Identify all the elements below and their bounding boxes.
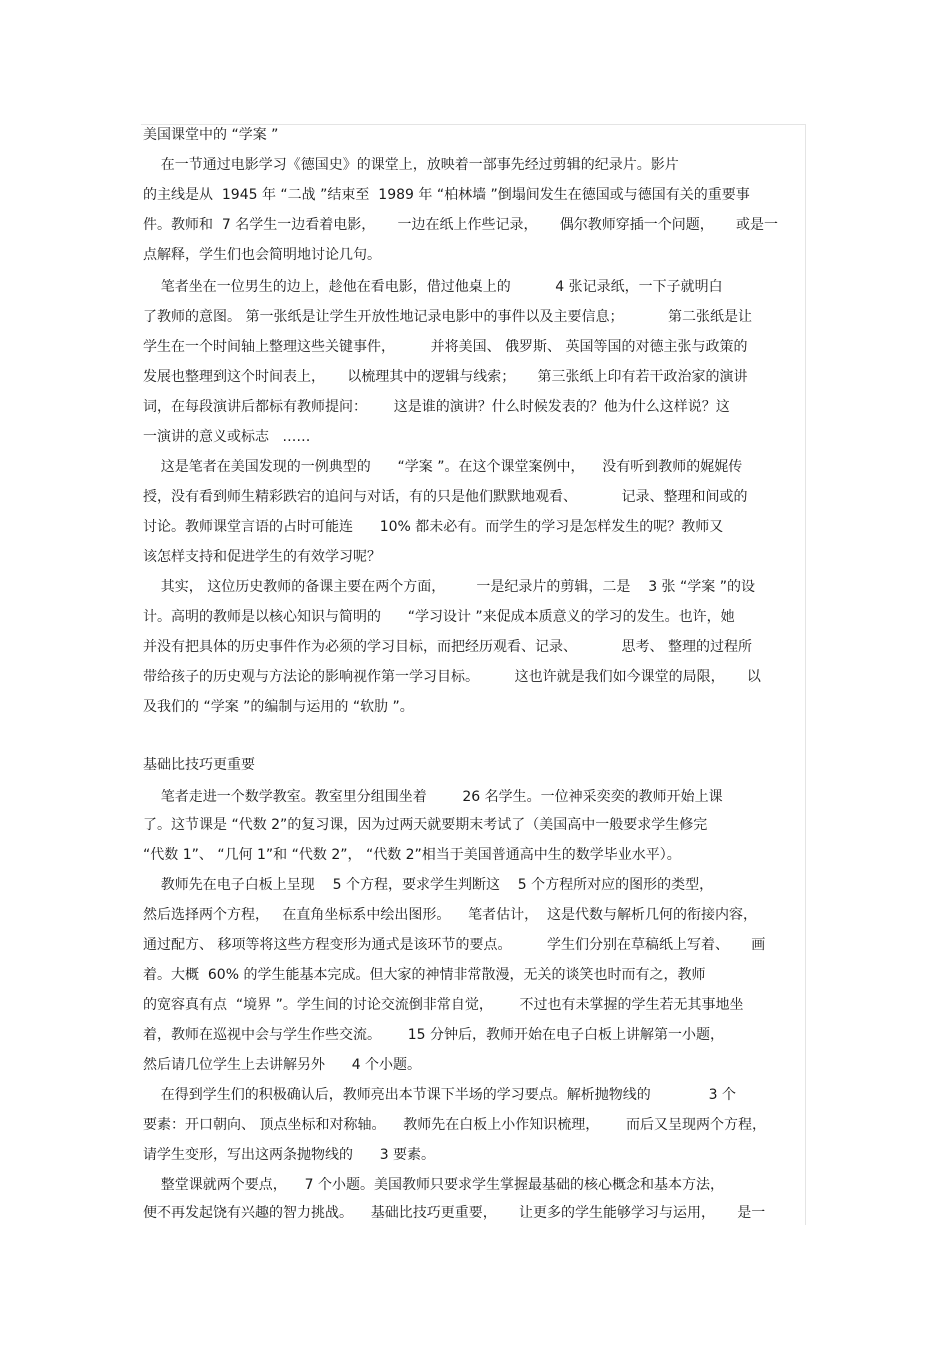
paragraph-line: 计。高明的教师是以核心知识与简明的 “学习设计 ”来促成本质意义的学习的发生。也许，她 [143,609,735,625]
paragraph-line: 笔者坐在一位男生的边上，趁他在看电影，借过他桌上的 4 张记录纸，一下子就明白 [143,279,723,295]
paragraph-line: 讨论。教师课堂言语的占时可能连 10% 都未必有。而学生的学习是怎样发生的呢？教师又 [143,519,724,535]
paragraph-line: 着，教师在巡视中会与学生作些交流。 15 分钟后，教师开始在电子白板上讲解第一小题， [143,1027,724,1043]
paragraph-line: 其实， 这位历史教师的备课主要在两个方面， 一是纪录片的剪辑，二是 3 张 “学案 ”的设 [143,579,755,595]
paragraph-line: 要素：开口朝向、 顶点坐标和对称轴。 教师先在白板上小作知识梳理， 而后又呈现两个方程， [143,1117,766,1133]
paragraph-line: 一演讲的意义或标志 …… [143,429,311,445]
paragraph-line: “代数 1”、 “几何 1”和 “代数 2”， “代数 2”相当于美国普通高中生的数学毕业水平）。 [143,847,681,863]
paragraph-line: 及我们的 “学案 ”的编制与运用的 “软肋 ”。 [143,699,414,715]
paragraph-line: 发展也整理到这个时间表上， 以梳理其中的逻辑与线索； 第三张纸上印有若干政治家的演讲 [143,369,748,385]
paragraph-line: 在得到学生们的积极确认后，教师亮出本节课下半场的学习要点。解析抛物线的 3 个 [143,1087,737,1103]
paragraph-line: 然后选择两个方程， 在直角坐标系中绘出图形。 笔者估计， 这是代数与解析几何的衔接内容， [143,907,758,923]
paragraph-line: 在一节通过电影学习《德国史》的课堂上，放映着一部事先经过剪辑的纪录片。影片 [143,157,679,173]
paragraph-line: 笔者走进一个数学教室。教室里分组围坐着 26 名学生。一位神采奕奕的教师开始上课 [143,789,723,805]
section-title: 美国课堂中的 “学案 ” [143,127,279,143]
paragraph-line: 这是笔者在美国发现的一例典型的 “学案 ”。在这个课堂案例中， 没有听到教师的娓娓传 [143,459,743,475]
paragraph-line: 整堂课就两个要点， 7 个小题。美国教师只要求学生掌握最基础的核心概念和基本方法， [143,1177,724,1193]
section-title: 基础比技巧更重要 [143,757,255,773]
paragraph-line: 授，没有看到师生精彩跌宕的追问与对话，有的只是他们默默地观看、 记录、整理和间或的 [143,489,748,505]
paragraph-line: 带给孩子的历史观与方法论的影响视作第一学习目标。 这也许就是我们如今课堂的局限， 以 [143,669,761,685]
paragraph-line: 然后请几位学生上去讲解另外 4 个小题。 [143,1057,422,1073]
paragraph-line: 的宽容真有点 “境界 ”。学生间的讨论交流倒非常自觉， 不过也有未掌握的学生若无其事地坐 [143,997,744,1013]
paragraph-line: 点解释，学生们也会简明地讨论几句。 [143,247,381,263]
paragraph-line: 学生在一个时间轴上整理这些关键事件， 并将美国、 俄罗斯、 英国等国的对德主张与政策的 [143,339,748,355]
paragraph-line: 该怎样支持和促进学生的有效学习呢？ [143,549,381,565]
paragraph-line: 并没有把具体的历史事件作为必须的学习目标，而把经历观看、记录、 思考、 整理的过程所 [143,639,752,655]
paragraph-line: 通过配方、 移项等将这些方程变形为通式是该环节的要点。 学生们分别在草稿纸上写着、 画 [143,937,766,953]
paragraph-line: 的主线是从 1945 年 “二战 ”结束至 1989 年 “柏林墙 ”倒塌间发生在德国或与德国有关的重要事 [143,187,750,203]
paragraph-line: 请学生变形，写出这两条抛物线的 3 要素。 [143,1147,436,1163]
paragraph-line: 了。这节课是 “代数 2”的复习课，因为过两天就要期末考试了（美国高中一般要求学生修完 [143,817,708,833]
paragraph-line: 件。教师和 7 名学生一边看着电影， 一边在纸上作些记录， 偶尔教师穿插一个问题， 或是一 [143,217,779,233]
paragraph-line: 便不再发起饶有兴趣的智力挑战。 基础比技巧更重要， 让更多的学生能够学习与运用， 是一 [143,1205,766,1221]
paragraph-line: 了教师的意图。 第一张纸是让学生开放性地记录电影中的事件以及主要信息； 第二张纸是让 [143,309,752,325]
paragraph-line: 教师先在电子白板上呈现 5 个方程，要求学生判断这 5 个方程所对应的图形的类型， [143,877,714,893]
paragraph-line: 词，在每段演讲后都标有教师提问： 这是谁的演讲？什么时候发表的？他为什么这样说？这 [143,399,730,415]
paragraph-line: 着。大概 60% 的学生能基本完成。但大家的神情非常散漫，无关的谈笑也时而有之，教师 [143,967,706,983]
